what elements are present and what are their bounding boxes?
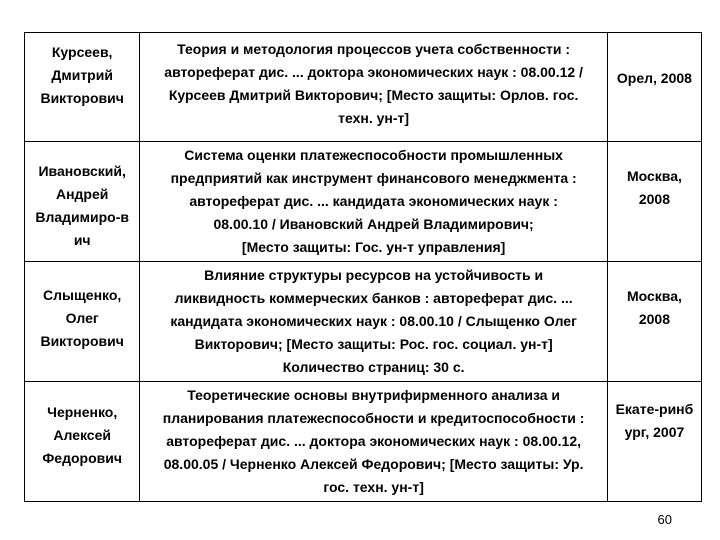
place-year-cell (607, 262, 701, 382)
cell-text-line: Слыщенко, (43, 287, 122, 303)
cell-text-line: автореферат дис. ... доктора экономических наук : 08.00.12, (166, 433, 581, 449)
cell-text-line: 08.00.10 / Ивановский Андрей Владимирович; (213, 216, 534, 232)
cell-text-line: Викторович (40, 90, 124, 106)
table-row (25, 382, 702, 502)
cell-text-line: ич (73, 232, 91, 248)
cell-text-line: Количество страниц: 30 с. (282, 359, 465, 375)
cell-text-line: [Место защиты: Гос. ун-т управления] (241, 239, 506, 255)
cell-text-line: 2008 (638, 191, 671, 207)
cell-text-line: 08.00.05 / Черненко Алексей Федорович; [Место защиты: Ур. (163, 456, 584, 472)
cell-text-line: Влияние структуры ресурсов на устойчивость и (204, 267, 544, 283)
title-cell (140, 382, 608, 502)
cell-text-line: автореферат дис. ... доктора экономических наук : 08.00.12 / (164, 64, 583, 80)
cell-text-line: Алексей (53, 427, 111, 443)
cell-text-line: ликвидность коммерческих банков : автореферат дис. ... (174, 290, 573, 306)
cell-text-line: предприятий как инструмент финансового менеджмента : (170, 170, 577, 186)
cell-text-line: ург, 2007 (624, 424, 685, 440)
author-cell (25, 33, 140, 142)
table-row (25, 142, 702, 262)
title-cell (140, 33, 608, 142)
cell-text-line: Орел, 2008 (616, 70, 692, 86)
title-cell (140, 142, 608, 262)
cell-text-line: техн. ун-т] (338, 110, 410, 126)
table-row (25, 33, 702, 142)
author-cell (25, 262, 140, 382)
cell-text-line: Викторович; [Место защиты: Рос. гос. социал. ун-т] (194, 336, 553, 352)
author-cell (25, 382, 140, 502)
dissertation-table-container (24, 32, 702, 502)
dissertation-table (24, 32, 702, 502)
page-number: 60 (657, 512, 672, 527)
place-year-cell (607, 33, 701, 142)
cell-text-line: автореферат дис. ... кандидата экономических наук : (189, 193, 558, 209)
title-cell (140, 262, 608, 382)
cell-text-line: Екате-ринб (615, 401, 694, 417)
cell-text-line: гос. техн. ун-т] (323, 479, 424, 495)
cell-text-line: кандидата экономических наук : 08.00.10 / Слыщенко Олег (170, 313, 577, 329)
cell-text-line: планирования платежеспособности и кредитоспособности : (162, 410, 585, 426)
author-cell (25, 142, 140, 262)
cell-text-line: Москва, (626, 168, 682, 184)
cell-text-line: Теоретические основы внутрифирменного анализа и (187, 387, 560, 403)
cell-text-line: Олег (65, 310, 99, 326)
cell-text-line: Дмитрий (51, 67, 113, 83)
table-body (25, 33, 702, 502)
place-year-cell (607, 382, 701, 502)
cell-text-line: Ивановский, (38, 163, 126, 179)
cell-text-line: Викторович (40, 333, 124, 349)
cell-text-line: Курсеев Дмитрий Викторович; [Место защиты: Орлов. гос. (168, 87, 579, 103)
cell-text-line: Система оценки платежеспособности промышленных (184, 147, 563, 163)
cell-text-line: 2008 (638, 311, 671, 327)
place-year-cell (607, 142, 701, 262)
cell-text-line: Москва, (626, 288, 682, 304)
table-row (25, 262, 702, 382)
cell-text-line: Владимиро-в (35, 209, 129, 225)
cell-text-line: Федорович (42, 450, 122, 466)
cell-text-line: Курсеев, (51, 44, 113, 60)
cell-text-line: Андрей (55, 186, 109, 202)
cell-text-line: Теория и методология процессов учета собственности : (177, 41, 571, 57)
cell-text-line: Черненко, (47, 404, 118, 420)
